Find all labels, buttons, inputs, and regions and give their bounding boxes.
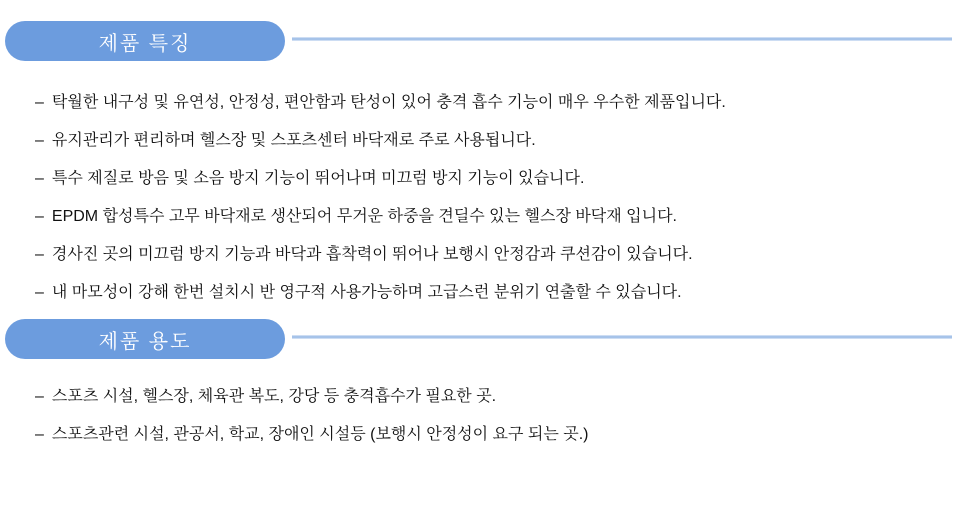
list-item-text: 스포츠관련 시설, 관공서, 학교, 장애인 시설등 (보행시 안정성이 요구 되는 곳.) (51, 426, 589, 443)
list-item-text: 특수 제질로 방음 및 소음 방지 기능이 뛰어나며 미끄럼 방지 기능이 있습니다. (51, 170, 585, 187)
product-description-page (0, 21, 960, 454)
section-uses (0, 319, 960, 454)
section-features (0, 21, 960, 312)
features-list (0, 84, 960, 312)
list-item (35, 198, 960, 236)
list-item-text: 유지관리가 편리하며 헬스장 및 스포츠센터 바닥재로 주로 사용됩니다. (51, 132, 536, 149)
list-item-text: 스포츠 시설, 헬스장, 체육관 복도, 강당 등 충격흡수가 필요한 곳. (51, 388, 497, 405)
list-item (35, 274, 960, 312)
uses-divider-line (292, 335, 952, 339)
bullet-dash: – (35, 132, 44, 149)
uses-header-row (5, 319, 952, 359)
list-item-text: 경사진 곳의 미끄럼 방지 기능과 바닥과 흡착력이 뛰어나 보행시 안정감과 쿠션감이 있습니다. (51, 246, 693, 263)
bullet-dash: – (35, 170, 44, 187)
list-item-text: 내 마모성이 강해 한번 설치시 반 영구적 사용가능하며 고급스런 분위기 연출할 수 있습니다. (51, 284, 682, 301)
features-header-row (5, 21, 952, 61)
bullet-dash: – (35, 426, 44, 443)
list-item-text: 탁월한 내구성 및 유연성, 안정성, 편안함과 탄성이 있어 충격 흡수 기능이 매우 우수한 제품입니다. (51, 94, 726, 111)
list-item (35, 236, 960, 274)
uses-list (0, 378, 960, 454)
bullet-dash: – (35, 284, 44, 301)
features-divider-line (292, 37, 952, 41)
bullet-dash: – (35, 246, 44, 263)
bullet-dash: – (35, 94, 44, 111)
uses-title-badge (5, 319, 285, 359)
list-item-text: EPDM 합성특수 고무 바닥재로 생산되어 무거운 하중을 견딜수 있는 헬스장 바닥재 입니다. (51, 208, 677, 225)
features-title: 제품 특징 (98, 32, 192, 55)
list-item (35, 160, 960, 198)
bullet-dash: – (35, 388, 44, 405)
list-item (35, 378, 960, 416)
features-title-badge (5, 21, 285, 61)
uses-title: 제품 용도 (98, 330, 192, 353)
list-item (35, 84, 960, 122)
list-item (35, 122, 960, 160)
list-item (35, 416, 960, 454)
bullet-dash: – (35, 208, 44, 225)
